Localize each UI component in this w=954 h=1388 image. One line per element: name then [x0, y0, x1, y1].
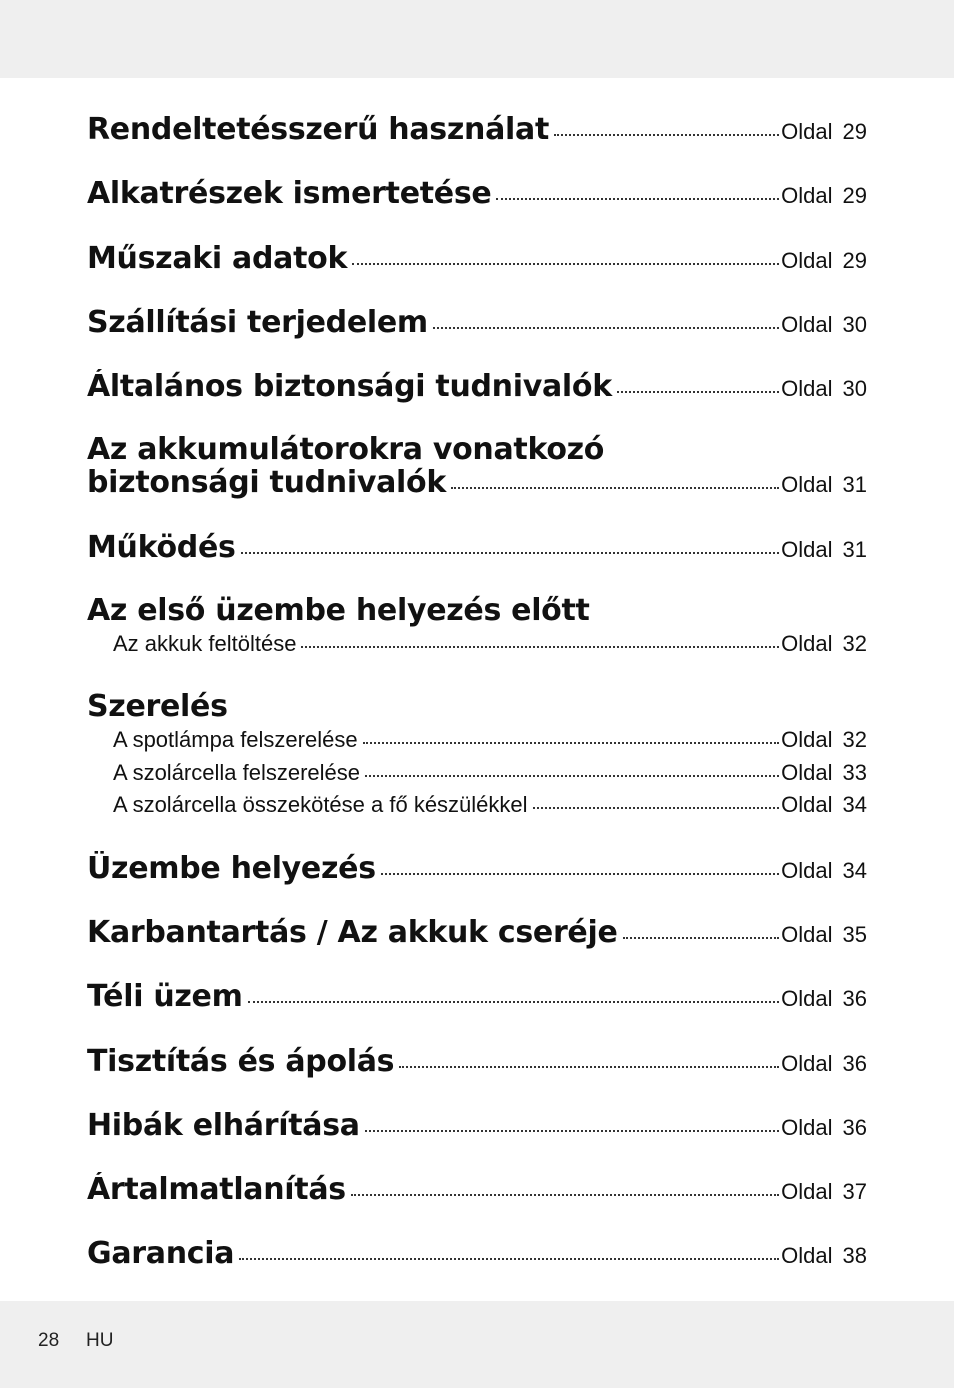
page-number: 31 — [842, 537, 867, 562]
page-label: Oldal — [781, 922, 833, 947]
dot-leader — [623, 937, 780, 939]
page-number: 31 — [842, 472, 867, 497]
page-label: Oldal — [781, 1179, 833, 1204]
dot-leader — [365, 775, 779, 777]
page-number: 32 — [842, 631, 867, 656]
toc-entry — [87, 530, 867, 565]
toc-entry — [87, 305, 867, 340]
toc-entry-title: Az akkumulátorokra vonatkozó — [87, 432, 605, 467]
dot-leader — [301, 646, 779, 648]
page-label: Oldal — [781, 1115, 833, 1140]
toc-entry — [87, 1172, 867, 1207]
page-number: 32 — [842, 727, 867, 752]
page-number: 29 — [842, 183, 867, 208]
page-label: Oldal — [781, 1243, 833, 1268]
dot-leader — [239, 1258, 779, 1260]
toc-entry-title: Alkatrészek ismertetése — [87, 176, 492, 211]
toc-entry — [87, 1108, 867, 1143]
dot-leader — [363, 742, 780, 744]
page-number: 34 — [842, 858, 867, 883]
page-label: Oldal — [781, 631, 833, 656]
toc-entry-title: Működés — [87, 530, 236, 565]
page-number: 30 — [842, 312, 867, 337]
toc-subentry-title: A szolárcella összekötése a fő készülékkel — [113, 792, 528, 817]
toc-entry-title: biztonsági tudnivalók — [87, 465, 446, 500]
page-label: Oldal — [781, 472, 833, 497]
page-label: Oldal — [781, 183, 833, 208]
dot-leader — [381, 873, 779, 875]
page-label: Oldal — [781, 792, 833, 817]
page-label: Oldal — [781, 537, 833, 562]
toc-entry — [87, 915, 867, 950]
dot-leader — [248, 1001, 780, 1003]
page-number: 38 — [842, 1243, 867, 1268]
toc-subentry — [113, 631, 867, 657]
page-number: 36 — [842, 1051, 867, 1076]
toc-entry — [87, 979, 867, 1014]
toc-subentry-title: A spotlámpa felszerelése — [113, 727, 358, 752]
page-label: Oldal — [781, 986, 833, 1011]
dot-leader — [352, 263, 779, 265]
toc-entry-title: Hibák elhárítása — [87, 1108, 360, 1143]
toc-entry-title: Tisztítás és ápolás — [87, 1044, 395, 1079]
toc-subentry — [113, 760, 867, 786]
dot-leader — [241, 552, 780, 554]
toc-entry-title: Az első üzembe helyezés előtt — [87, 593, 590, 628]
footer-band — [0, 1301, 954, 1388]
page-number: 29 — [842, 119, 867, 144]
dot-leader — [433, 327, 779, 329]
toc-entry — [87, 176, 867, 211]
toc-entry — [87, 1236, 867, 1271]
page-number: 36 — [842, 1115, 867, 1140]
toc-entry-title: Téli üzem — [87, 979, 243, 1014]
toc-entry-title: Ártalmatlanítás — [87, 1172, 346, 1207]
toc-entry-title: Szállítási terjedelem — [87, 305, 428, 340]
page-label: Oldal — [781, 760, 833, 785]
toc-entry — [87, 369, 867, 404]
toc-entry — [87, 1044, 867, 1079]
dot-leader — [351, 1194, 779, 1196]
dot-leader — [554, 134, 779, 136]
page-number: 36 — [842, 986, 867, 1011]
dot-leader — [451, 487, 779, 489]
dot-leader — [617, 391, 779, 393]
page-label: Oldal — [781, 376, 833, 401]
toc-subentry — [113, 727, 867, 753]
page-number: 35 — [842, 922, 867, 947]
page-label: Oldal — [781, 727, 833, 752]
footer-language: HU — [86, 1330, 114, 1351]
page-label: Oldal — [781, 248, 833, 273]
page-number: 34 — [842, 792, 867, 817]
toc-subentry-title: A szolárcella felszerelése — [113, 760, 361, 785]
toc-entry-title: Üzembe helyezés — [87, 851, 376, 886]
toc-entry-title: Szerelés — [87, 689, 228, 724]
toc-entry — [87, 241, 867, 276]
page-number: 29 — [842, 248, 867, 273]
toc-entry — [87, 851, 867, 886]
footer-page-number: 28 — [38, 1330, 60, 1351]
dot-leader — [365, 1130, 779, 1132]
page-number: 30 — [842, 376, 867, 401]
toc-entry-title: Műszaki adatok — [87, 241, 348, 276]
toc-entry — [87, 465, 867, 500]
page-number: 37 — [842, 1179, 867, 1204]
toc-subentry-title: Az akkuk feltöltése — [113, 631, 297, 656]
dot-leader — [399, 1066, 779, 1068]
page-number: 33 — [842, 760, 867, 785]
dot-leader — [533, 807, 780, 809]
page-label: Oldal — [781, 858, 833, 883]
page-label: Oldal — [781, 1051, 833, 1076]
toc-subentry — [113, 792, 867, 818]
toc-entry-title: Rendeltetésszerű használat — [87, 112, 549, 147]
toc-entry — [87, 112, 867, 147]
page-label: Oldal — [781, 119, 833, 144]
page-label: Oldal — [781, 312, 833, 337]
toc-entry-title: Általános biztonsági tudnivalók — [87, 369, 612, 404]
toc-entry-title: Garancia — [87, 1236, 235, 1271]
dot-leader — [496, 198, 779, 200]
toc-entry-title: Karbantartás / Az akkuk cseréje — [87, 915, 618, 950]
